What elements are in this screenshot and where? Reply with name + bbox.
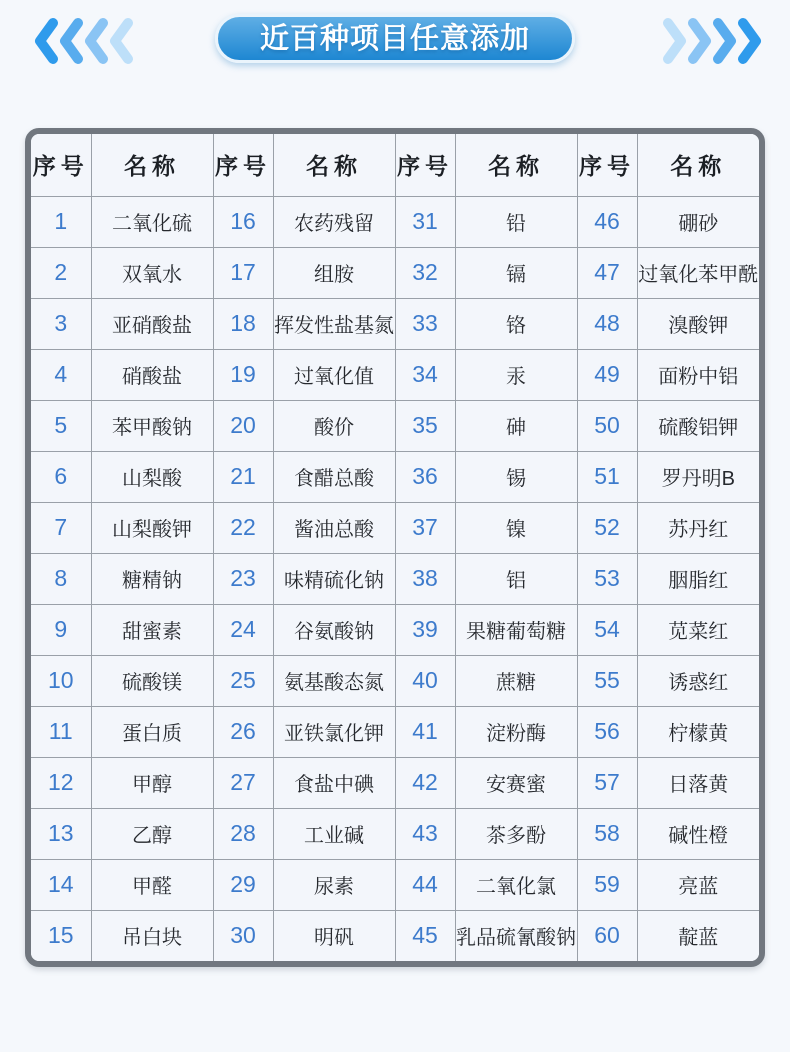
item-number: 56 [577, 706, 637, 757]
table-row [31, 247, 759, 298]
item-number: 39 [395, 604, 455, 655]
item-name: 苋菜红 [637, 604, 759, 655]
item-name: 诱惑红 [637, 655, 759, 706]
column-header-name: 名称 [637, 134, 759, 196]
table-row [31, 349, 759, 400]
chevron-left-icon [32, 17, 59, 65]
chevron-left-icon [57, 17, 84, 65]
table-row [31, 706, 759, 757]
item-name: 组胺 [273, 247, 395, 298]
chevron-right-icon [737, 17, 764, 65]
item-number: 4 [31, 349, 91, 400]
item-name: 铝 [455, 553, 577, 604]
item-name: 味精硫化钠 [273, 553, 395, 604]
item-number: 38 [395, 553, 455, 604]
item-name: 汞 [455, 349, 577, 400]
item-name: 碱性橙 [637, 808, 759, 859]
item-number: 52 [577, 502, 637, 553]
item-number: 22 [213, 502, 273, 553]
items-table-container [25, 128, 765, 967]
item-name: 酱油总酸 [273, 502, 395, 553]
item-number: 57 [577, 757, 637, 808]
item-name: 甲醛 [91, 859, 213, 910]
item-number: 54 [577, 604, 637, 655]
item-name: 山梨酸 [91, 451, 213, 502]
item-name: 乙醇 [91, 808, 213, 859]
item-number: 51 [577, 451, 637, 502]
item-number: 7 [31, 502, 91, 553]
item-name: 亚铁氯化钾 [273, 706, 395, 757]
chevron-right-icon [687, 17, 714, 65]
chevron-left-icon [82, 17, 109, 65]
item-name: 乳品硫氰酸钠 [455, 910, 577, 961]
item-number: 35 [395, 400, 455, 451]
items-table [31, 134, 759, 961]
table-row [31, 808, 759, 859]
item-number: 34 [395, 349, 455, 400]
item-name: 锡 [455, 451, 577, 502]
item-number: 43 [395, 808, 455, 859]
item-name: 糖精钠 [91, 553, 213, 604]
item-name: 亮蓝 [637, 859, 759, 910]
item-name: 铅 [455, 196, 577, 247]
item-number: 9 [31, 604, 91, 655]
item-name: 食醋总酸 [273, 451, 395, 502]
item-name: 食盐中碘 [273, 757, 395, 808]
item-number: 46 [577, 196, 637, 247]
column-header-name: 名称 [91, 134, 213, 196]
item-name: 硫酸铝钾 [637, 400, 759, 451]
column-header-name: 名称 [273, 134, 395, 196]
item-number: 21 [213, 451, 273, 502]
item-name: 甜蜜素 [91, 604, 213, 655]
item-name: 胭脂红 [637, 553, 759, 604]
chevron-left-icon [107, 17, 134, 65]
item-name: 日落黄 [637, 757, 759, 808]
item-name: 苯甲酸钠 [91, 400, 213, 451]
item-number: 17 [213, 247, 273, 298]
item-name: 甲醇 [91, 757, 213, 808]
item-name: 亚硝酸盐 [91, 298, 213, 349]
table-row [31, 910, 759, 961]
column-header-index: 序号 [395, 134, 455, 196]
item-name: 镉 [455, 247, 577, 298]
item-name: 硝酸盐 [91, 349, 213, 400]
item-number: 49 [577, 349, 637, 400]
column-header-index: 序号 [577, 134, 637, 196]
item-number: 5 [31, 400, 91, 451]
banner [0, 0, 790, 80]
item-number: 30 [213, 910, 273, 961]
item-number: 42 [395, 757, 455, 808]
table-header [31, 134, 759, 196]
right-chevrons-group [663, 17, 763, 65]
item-name: 过氧化苯甲酰 [637, 247, 759, 298]
item-number: 50 [577, 400, 637, 451]
item-number: 29 [213, 859, 273, 910]
item-number: 25 [213, 655, 273, 706]
item-number: 58 [577, 808, 637, 859]
item-number: 18 [213, 298, 273, 349]
column-header-index: 序号 [31, 134, 91, 196]
item-name: 尿素 [273, 859, 395, 910]
column-header-name: 名称 [455, 134, 577, 196]
item-number: 44 [395, 859, 455, 910]
item-name: 酸价 [273, 400, 395, 451]
item-number: 6 [31, 451, 91, 502]
item-number: 14 [31, 859, 91, 910]
items-table-body [31, 196, 759, 961]
item-name: 铬 [455, 298, 577, 349]
item-name: 农药残留 [273, 196, 395, 247]
item-number: 55 [577, 655, 637, 706]
table-row [31, 298, 759, 349]
item-name: 挥发性盐基氮 [273, 298, 395, 349]
banner-title: 近百种项目任意添加 [259, 23, 531, 55]
item-name: 工业碱 [273, 808, 395, 859]
item-name: 氨基酸态氮 [273, 655, 395, 706]
item-number: 45 [395, 910, 455, 961]
item-name: 靛蓝 [637, 910, 759, 961]
item-name: 硼砂 [637, 196, 759, 247]
item-name: 茶多酚 [455, 808, 577, 859]
item-name: 蔗糖 [455, 655, 577, 706]
banner-title-pill [215, 14, 575, 63]
item-name: 镍 [455, 502, 577, 553]
item-number: 26 [213, 706, 273, 757]
item-name: 过氧化值 [273, 349, 395, 400]
item-number: 2 [31, 247, 91, 298]
item-number: 28 [213, 808, 273, 859]
item-name: 蛋白质 [91, 706, 213, 757]
item-name: 砷 [455, 400, 577, 451]
item-number: 32 [395, 247, 455, 298]
chevron-right-icon [712, 17, 739, 65]
item-number: 13 [31, 808, 91, 859]
header-row [31, 134, 759, 196]
item-number: 19 [213, 349, 273, 400]
chevron-right-icon [662, 17, 689, 65]
table-row [31, 451, 759, 502]
table-row [31, 502, 759, 553]
item-number: 27 [213, 757, 273, 808]
item-number: 16 [213, 196, 273, 247]
item-number: 33 [395, 298, 455, 349]
column-header-index: 序号 [213, 134, 273, 196]
item-name: 苏丹红 [637, 502, 759, 553]
item-number: 36 [395, 451, 455, 502]
item-number: 20 [213, 400, 273, 451]
item-name: 硫酸镁 [91, 655, 213, 706]
item-name: 吊白块 [91, 910, 213, 961]
item-number: 41 [395, 706, 455, 757]
item-number: 15 [31, 910, 91, 961]
item-name: 双氧水 [91, 247, 213, 298]
table-row [31, 655, 759, 706]
item-number: 10 [31, 655, 91, 706]
item-number: 3 [31, 298, 91, 349]
item-name: 淀粉酶 [455, 706, 577, 757]
table-row [31, 604, 759, 655]
item-name: 罗丹明B [637, 451, 759, 502]
item-number: 40 [395, 655, 455, 706]
item-number: 53 [577, 553, 637, 604]
item-name: 果糖葡萄糖 [455, 604, 577, 655]
item-number: 37 [395, 502, 455, 553]
item-number: 23 [213, 553, 273, 604]
item-number: 12 [31, 757, 91, 808]
item-name: 二氧化氯 [455, 859, 577, 910]
item-number: 47 [577, 247, 637, 298]
table-row [31, 757, 759, 808]
left-chevrons-group [33, 17, 133, 65]
item-name: 面粉中铝 [637, 349, 759, 400]
item-number: 11 [31, 706, 91, 757]
item-name: 二氧化硫 [91, 196, 213, 247]
item-number: 48 [577, 298, 637, 349]
item-number: 31 [395, 196, 455, 247]
item-name: 柠檬黄 [637, 706, 759, 757]
table-row [31, 859, 759, 910]
table-row [31, 400, 759, 451]
item-number: 8 [31, 553, 91, 604]
item-number: 59 [577, 859, 637, 910]
item-number: 60 [577, 910, 637, 961]
item-name: 谷氨酸钠 [273, 604, 395, 655]
item-name: 明矾 [273, 910, 395, 961]
table-row [31, 553, 759, 604]
item-number: 1 [31, 196, 91, 247]
table-row [31, 196, 759, 247]
item-name: 溴酸钾 [637, 298, 759, 349]
item-name: 安赛蜜 [455, 757, 577, 808]
item-number: 24 [213, 604, 273, 655]
item-name: 山梨酸钾 [91, 502, 213, 553]
